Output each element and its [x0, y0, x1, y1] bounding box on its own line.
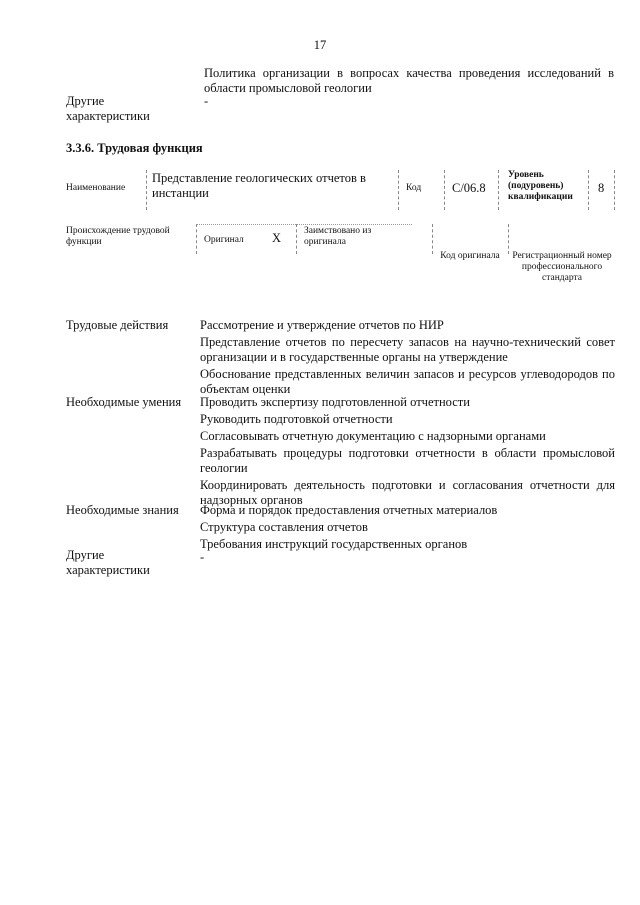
code-label: Код: [406, 183, 422, 193]
level-left-border: [588, 170, 589, 210]
origin-left-border: [196, 224, 197, 254]
origin-top-border: [196, 224, 412, 225]
action-item: Представление отчетов по пересчету запасов на научно-технический совет организации и в государственные органы на утверждение: [200, 335, 615, 364]
original-label: Оригинал: [204, 235, 244, 245]
level-right-border: [614, 170, 615, 210]
other-characteristics-value: -: [200, 550, 205, 564]
actions-list: [200, 318, 615, 397]
other-characteristics-label-top: Другие характеристики: [66, 94, 150, 123]
level-value: 8: [598, 181, 605, 195]
skill-item: Разрабатывать процедуры подготовки отчетности в области промысловой геологии: [200, 446, 615, 475]
knowledge-item: Требования инструкций государственных органов: [200, 537, 468, 551]
borrowed-label: Заимствовано из оригинала: [304, 226, 372, 247]
origin-label: Происхождение трудовой функции: [66, 226, 170, 247]
code-value: C/06.8: [452, 181, 486, 195]
knowledge-item: Форма и порядок предоставления отчетных материалов: [200, 503, 498, 517]
other-characteristics-value-top: -: [204, 94, 209, 108]
name-label: Наименование: [66, 183, 126, 193]
skill-item: Руководить подготовкой отчетности: [200, 412, 393, 426]
skills-list: [200, 395, 615, 508]
continuation-text: Политика организации в вопросах качества проведения исследований в области промысловой геологии: [204, 66, 614, 95]
skill-item: Согласовывать отчетную документацию с надзорными органами: [200, 429, 546, 443]
skill-item: Проводить экспертизу подготовленной отчетности: [200, 395, 470, 409]
level-label: Уровень (подуровень) квалификации: [508, 170, 573, 202]
skill-item: Координировать деятельность подготовки и согласования отчетности для надзорных органов: [200, 478, 615, 507]
name-left-border: [146, 170, 147, 210]
reg-number-caption: Регистрационный номер профессионального стандарта: [512, 251, 612, 283]
knowledge-item: Структура составления отчетов: [200, 520, 368, 534]
action-item: Обоснование представленных величин запасов и ресурсов углеводородов по объектам оценки: [200, 367, 615, 396]
name-right-border: [398, 170, 399, 210]
action-item: Рассмотрение и утверждение отчетов по НИР: [200, 318, 444, 332]
knowledge-list: [200, 503, 615, 552]
section-title: 3.3.6. Трудовая функция: [66, 141, 203, 155]
code-original-caption: Код оригинала: [440, 251, 500, 261]
code-left-border: [444, 170, 445, 210]
knowledge-label: Необходимые знания: [66, 503, 179, 517]
reg-number-border: [508, 224, 509, 254]
original-mark: X: [272, 231, 282, 245]
skills-label: Необходимые умения: [66, 395, 182, 409]
code-original-border: [432, 224, 433, 254]
other-characteristics-label: Другие характеристики: [66, 548, 150, 577]
actions-label: Трудовые действия: [66, 318, 169, 332]
origin-mid-border: [296, 224, 297, 254]
code-right-border: [498, 170, 499, 210]
page-number: 17: [313, 38, 327, 52]
function-name: Представление геологических отчетов в инстанции: [152, 171, 366, 200]
